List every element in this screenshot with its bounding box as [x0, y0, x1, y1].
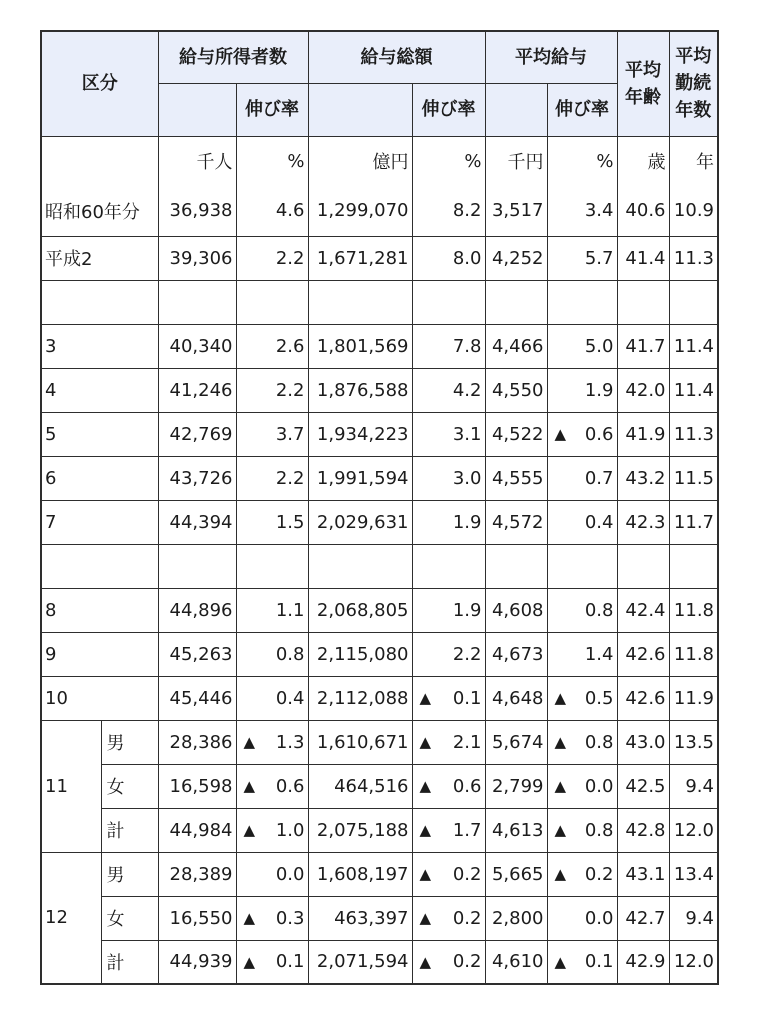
total-pay-growth-cell: 1.9 — [412, 500, 485, 544]
total-pay-growth-cell — [412, 852, 485, 896]
earners-growth-cell: 3.7 — [236, 412, 308, 456]
table-row — [41, 186, 718, 236]
row-label — [41, 280, 158, 324]
avg-age-cell: 41.9 — [617, 412, 669, 456]
earners-cell — [158, 544, 236, 588]
earners-growth-cell: 4.6 — [236, 186, 308, 236]
table-row — [41, 588, 718, 632]
total-pay-cell: 1,610,671 — [308, 720, 412, 764]
avg-salary-cell: 4,608 — [485, 588, 547, 632]
total-pay-cell: 2,029,631 — [308, 500, 412, 544]
avg-salary-cell: 5,674 — [485, 720, 547, 764]
total-pay-cell: 2,075,188 — [308, 808, 412, 852]
total-pay-growth-cell: 8.0 — [412, 236, 485, 280]
negative-mark: ▲ — [243, 909, 256, 927]
total-pay-growth-cell — [412, 940, 485, 984]
total-pay-cell: 1,991,594 — [308, 456, 412, 500]
sex-label: 女 — [101, 764, 158, 808]
total-pay-growth-cell: 8.2 — [412, 186, 485, 236]
earners-cell: 43,726 — [158, 456, 236, 500]
total-pay-growth-cell — [412, 280, 485, 324]
avg-age-cell — [617, 544, 669, 588]
negative-value — [240, 776, 305, 797]
earners-growth-cell — [236, 280, 308, 324]
negative-value — [416, 908, 482, 929]
earners-cell: 41,246 — [158, 368, 236, 412]
total-pay-cell: 1,876,588 — [308, 368, 412, 412]
table-row — [41, 412, 718, 456]
header-avg-salary-value — [485, 83, 547, 136]
avg-age-cell: 42.9 — [617, 940, 669, 984]
total-pay-cell: 1,671,281 — [308, 236, 412, 280]
salary-statistics-table — [40, 30, 719, 985]
total-pay-growth-cell — [412, 808, 485, 852]
avg-salary-growth-unit: % — [547, 136, 617, 186]
avg-salary-cell — [485, 544, 547, 588]
earners-cell: 42,769 — [158, 412, 236, 456]
table-row — [41, 500, 718, 544]
avg-age-cell: 41.4 — [617, 236, 669, 280]
total-pay-growth-value: 0.2 — [452, 951, 482, 973]
earners-growth-cell: 2.2 — [236, 368, 308, 412]
negative-value — [240, 732, 305, 753]
header-avg-salary: 平均給与 — [485, 31, 617, 83]
negative-value — [416, 776, 482, 797]
earners-growth-cell — [236, 940, 308, 984]
sex-label: 計 — [101, 808, 158, 852]
total-pay-growth-value: 0.2 — [452, 907, 482, 929]
negative-mark: ▲ — [554, 733, 567, 751]
negative-mark: ▲ — [419, 777, 432, 795]
avg-salary-cell: 3,517 — [485, 186, 547, 236]
negative-value — [240, 908, 305, 929]
table-row — [41, 368, 718, 412]
earners-cell: 16,598 — [158, 764, 236, 808]
avg-salary-growth-value: 0.8 — [584, 731, 614, 753]
earners-unit: 千人 — [158, 136, 236, 186]
negative-mark: ▲ — [243, 821, 256, 839]
negative-mark: ▲ — [554, 865, 567, 883]
sex-label: 男 — [101, 852, 158, 896]
negative-value — [416, 820, 482, 841]
negative-value — [416, 688, 482, 709]
earners-growth-cell: 2.6 — [236, 324, 308, 368]
sex-label: 男 — [101, 720, 158, 764]
avg-salary-cell: 4,613 — [485, 808, 547, 852]
earners-cell: 40,340 — [158, 324, 236, 368]
total-pay-cell: 1,608,197 — [308, 852, 412, 896]
avg-salary-growth-cell: 3.4 — [547, 186, 617, 236]
avg-salary-cell: 4,572 — [485, 500, 547, 544]
avg-salary-cell: 5,665 — [485, 852, 547, 896]
row-label: 5 — [41, 412, 158, 456]
avg-salary-growth-cell: 5.7 — [547, 236, 617, 280]
total-pay-growth-value: 0.6 — [452, 775, 482, 797]
earners-growth-cell: 0.4 — [236, 676, 308, 720]
sex-label: 女 — [101, 896, 158, 940]
avg-salary-cell: 4,555 — [485, 456, 547, 500]
avg-salary-unit: 千円 — [485, 136, 547, 186]
negative-value — [551, 951, 614, 972]
units-row — [41, 136, 718, 186]
avg-salary-growth-cell: 0.4 — [547, 500, 617, 544]
header-total-pay-value — [308, 83, 412, 136]
row-label: 8 — [41, 588, 158, 632]
earners-growth-cell: 1.5 — [236, 500, 308, 544]
avg-tenure-cell: 13.5 — [669, 720, 718, 764]
avg-tenure-cell: 13.4 — [669, 852, 718, 896]
negative-mark: ▲ — [419, 952, 432, 971]
total-pay-growth-cell — [412, 896, 485, 940]
table-row — [41, 852, 718, 896]
total-pay-growth-cell — [412, 720, 485, 764]
earners-cell: 45,263 — [158, 632, 236, 676]
avg-salary-growth-value: 0.5 — [584, 687, 614, 709]
avg-salary-growth-cell: 1.4 — [547, 632, 617, 676]
table-row — [41, 764, 718, 808]
earners-growth-value: 0.3 — [275, 907, 305, 929]
avg-salary-growth-cell — [547, 412, 617, 456]
negative-mark: ▲ — [554, 689, 567, 707]
earners-growth-cell: 0.0 — [236, 852, 308, 896]
avg-salary-cell — [485, 280, 547, 324]
avg-tenure-cell: 11.9 — [669, 676, 718, 720]
avg-salary-growth-cell: 0.8 — [547, 588, 617, 632]
avg-age-cell: 43.0 — [617, 720, 669, 764]
total-pay-cell: 1,299,070 — [308, 186, 412, 236]
earners-cell: 36,938 — [158, 186, 236, 236]
total-pay-cell: 463,397 — [308, 896, 412, 940]
table-row — [41, 632, 718, 676]
table-row — [41, 676, 718, 720]
negative-mark: ▲ — [554, 821, 567, 839]
avg-salary-cell: 4,522 — [485, 412, 547, 456]
avg-salary-growth-cell — [547, 808, 617, 852]
avg-salary-growth-cell: 5.0 — [547, 324, 617, 368]
avg-tenure-cell: 9.4 — [669, 896, 718, 940]
total-pay-growth-unit: % — [412, 136, 485, 186]
avg-salary-cell: 2,800 — [485, 896, 547, 940]
avg-salary-growth-cell — [547, 280, 617, 324]
row-label: 3 — [41, 324, 158, 368]
earners-cell: 44,394 — [158, 500, 236, 544]
table-body — [41, 136, 718, 984]
header-avg-age: 平均 年齢 — [617, 31, 669, 136]
avg-age-cell: 42.4 — [617, 588, 669, 632]
avg-salary-cell: 4,648 — [485, 676, 547, 720]
total-pay-growth-cell: 4.2 — [412, 368, 485, 412]
header-earners-value — [158, 83, 236, 136]
header-total-pay: 給与総額 — [308, 31, 485, 83]
negative-value — [551, 820, 614, 841]
total-pay-growth-cell: 3.1 — [412, 412, 485, 456]
negative-mark: ▲ — [554, 952, 567, 971]
avg-tenure-cell: 11.3 — [669, 236, 718, 280]
negative-mark: ▲ — [419, 733, 432, 751]
total-pay-cell: 2,115,080 — [308, 632, 412, 676]
avg-tenure-cell: 11.3 — [669, 412, 718, 456]
avg-age-cell: 40.6 — [617, 186, 669, 236]
avg-salary-growth-cell: 0.7 — [547, 456, 617, 500]
earners-growth-cell — [236, 544, 308, 588]
avg-salary-growth-cell — [547, 852, 617, 896]
earners-cell: 44,939 — [158, 940, 236, 984]
avg-age-cell: 42.6 — [617, 632, 669, 676]
table-row — [41, 544, 718, 588]
earners-cell — [158, 280, 236, 324]
avg-salary-cell: 4,673 — [485, 632, 547, 676]
header-category: 区分 — [41, 31, 158, 136]
units-label-cell — [41, 136, 158, 186]
table-row — [41, 940, 718, 984]
earners-growth-cell — [236, 720, 308, 764]
earners-growth-cell — [236, 764, 308, 808]
row-label: 昭和60年分 — [41, 186, 158, 236]
negative-value — [416, 732, 482, 753]
total-pay-growth-cell: 7.8 — [412, 324, 485, 368]
earners-growth-value: 1.3 — [275, 731, 305, 753]
negative-value — [551, 864, 614, 885]
avg-tenure-cell — [669, 280, 718, 324]
total-pay-growth-cell: 2.2 — [412, 632, 485, 676]
total-pay-cell — [308, 544, 412, 588]
row-label: 9 — [41, 632, 158, 676]
earners-cell: 45,446 — [158, 676, 236, 720]
earners-growth-cell — [236, 808, 308, 852]
negative-mark: ▲ — [243, 777, 256, 795]
avg-salary-growth-cell — [547, 764, 617, 808]
row-label: 4 — [41, 368, 158, 412]
group-label: 12 — [41, 852, 101, 984]
avg-tenure-cell: 11.8 — [669, 632, 718, 676]
avg-tenure-cell: 9.4 — [669, 764, 718, 808]
header-row-main — [41, 31, 718, 83]
avg-tenure-unit: 年 — [669, 136, 718, 186]
earners-cell: 44,984 — [158, 808, 236, 852]
negative-mark: ▲ — [419, 909, 432, 927]
avg-salary-growth-value: 0.8 — [584, 819, 614, 841]
negative-mark: ▲ — [419, 865, 432, 883]
negative-value — [551, 732, 614, 753]
avg-age-cell: 43.1 — [617, 852, 669, 896]
total-pay-growth-cell — [412, 764, 485, 808]
avg-tenure-cell: 11.7 — [669, 500, 718, 544]
negative-mark: ▲ — [243, 952, 256, 971]
negative-mark: ▲ — [419, 689, 432, 707]
table-row — [41, 456, 718, 500]
avg-salary-growth-cell: 1.9 — [547, 368, 617, 412]
negative-mark: ▲ — [554, 425, 567, 443]
avg-tenure-cell: 12.0 — [669, 808, 718, 852]
avg-salary-cell: 2,799 — [485, 764, 547, 808]
avg-tenure-cell: 11.4 — [669, 324, 718, 368]
negative-mark: ▲ — [243, 733, 256, 751]
earners-growth-value: 0.1 — [275, 951, 305, 973]
avg-age-cell: 42.7 — [617, 896, 669, 940]
earners-growth-cell: 1.1 — [236, 588, 308, 632]
avg-salary-growth-cell — [547, 676, 617, 720]
row-label: 10 — [41, 676, 158, 720]
avg-salary-cell: 4,550 — [485, 368, 547, 412]
earners-growth-cell: 2.2 — [236, 456, 308, 500]
earners-growth-value: 1.0 — [275, 819, 305, 841]
header-earners: 給与所得者数 — [158, 31, 308, 83]
avg-age-cell: 42.8 — [617, 808, 669, 852]
avg-salary-growth-cell — [547, 544, 617, 588]
total-pay-growth-cell: 1.9 — [412, 588, 485, 632]
earners-growth-unit: % — [236, 136, 308, 186]
negative-value — [551, 424, 614, 445]
earners-cell: 28,386 — [158, 720, 236, 764]
avg-tenure-cell: 10.9 — [669, 186, 718, 236]
avg-age-cell: 42.3 — [617, 500, 669, 544]
total-pay-cell: 2,071,594 — [308, 940, 412, 984]
avg-tenure-cell — [669, 544, 718, 588]
total-pay-cell: 2,068,805 — [308, 588, 412, 632]
negative-value — [240, 820, 305, 841]
row-label: 7 — [41, 500, 158, 544]
avg-salary-growth-value: 0.2 — [584, 863, 614, 885]
avg-age-cell: 42.0 — [617, 368, 669, 412]
total-pay-growth-value: 0.1 — [452, 687, 482, 709]
avg-salary-growth-cell — [547, 940, 617, 984]
total-pay-unit: 億円 — [308, 136, 412, 186]
avg-age-cell — [617, 280, 669, 324]
avg-salary-growth-value: 0.0 — [584, 775, 614, 797]
row-label — [41, 544, 158, 588]
negative-value — [551, 688, 614, 709]
earners-growth-value: 0.6 — [275, 775, 305, 797]
row-label: 6 — [41, 456, 158, 500]
total-pay-growth-cell — [412, 676, 485, 720]
avg-tenure-cell: 12.0 — [669, 940, 718, 984]
negative-value — [551, 776, 614, 797]
avg-salary-growth-value: 0.6 — [584, 423, 614, 445]
total-pay-cell: 1,801,569 — [308, 324, 412, 368]
table-row — [41, 720, 718, 764]
table-header — [41, 31, 718, 136]
avg-tenure-cell: 11.5 — [669, 456, 718, 500]
avg-salary-growth-value: 0.1 — [584, 951, 614, 973]
earners-cell: 39,306 — [158, 236, 236, 280]
table-row — [41, 280, 718, 324]
total-pay-growth-value: 2.1 — [452, 731, 482, 753]
earners-growth-cell — [236, 896, 308, 940]
earners-growth-cell: 2.2 — [236, 236, 308, 280]
earners-cell: 28,389 — [158, 852, 236, 896]
negative-mark: ▲ — [554, 777, 567, 795]
total-pay-cell: 2,112,088 — [308, 676, 412, 720]
avg-tenure-cell: 11.8 — [669, 588, 718, 632]
total-pay-growth-value: 0.2 — [452, 863, 482, 885]
table-row — [41, 896, 718, 940]
header-avg-tenure: 平均 勤続 年数 — [669, 31, 718, 136]
avg-age-cell: 42.5 — [617, 764, 669, 808]
avg-age-unit: 歳 — [617, 136, 669, 186]
negative-mark: ▲ — [419, 821, 432, 839]
avg-age-cell: 43.2 — [617, 456, 669, 500]
row-label: 平成2 — [41, 236, 158, 280]
header-avg-salary-growth: 伸び率 — [547, 83, 617, 136]
avg-salary-cell: 4,610 — [485, 940, 547, 984]
earners-cell: 44,896 — [158, 588, 236, 632]
total-pay-growth-cell — [412, 544, 485, 588]
table-row — [41, 808, 718, 852]
avg-age-cell: 42.6 — [617, 676, 669, 720]
total-pay-growth-cell: 3.0 — [412, 456, 485, 500]
avg-salary-growth-cell — [547, 720, 617, 764]
earners-cell: 16,550 — [158, 896, 236, 940]
negative-value — [416, 951, 482, 972]
group-label: 11 — [41, 720, 101, 852]
avg-age-cell: 41.7 — [617, 324, 669, 368]
avg-salary-growth-cell: 0.0 — [547, 896, 617, 940]
negative-value — [240, 951, 305, 972]
total-pay-growth-value: 1.7 — [452, 819, 482, 841]
total-pay-cell: 464,516 — [308, 764, 412, 808]
table-row — [41, 324, 718, 368]
total-pay-cell: 1,934,223 — [308, 412, 412, 456]
negative-value — [416, 864, 482, 885]
header-earners-growth: 伸び率 — [236, 83, 308, 136]
header-total-pay-growth: 伸び率 — [412, 83, 485, 136]
avg-salary-cell: 4,252 — [485, 236, 547, 280]
table-row — [41, 236, 718, 280]
total-pay-cell — [308, 280, 412, 324]
earners-growth-cell: 0.8 — [236, 632, 308, 676]
avg-tenure-cell: 11.4 — [669, 368, 718, 412]
avg-salary-cell: 4,466 — [485, 324, 547, 368]
sex-label: 計 — [101, 940, 158, 984]
